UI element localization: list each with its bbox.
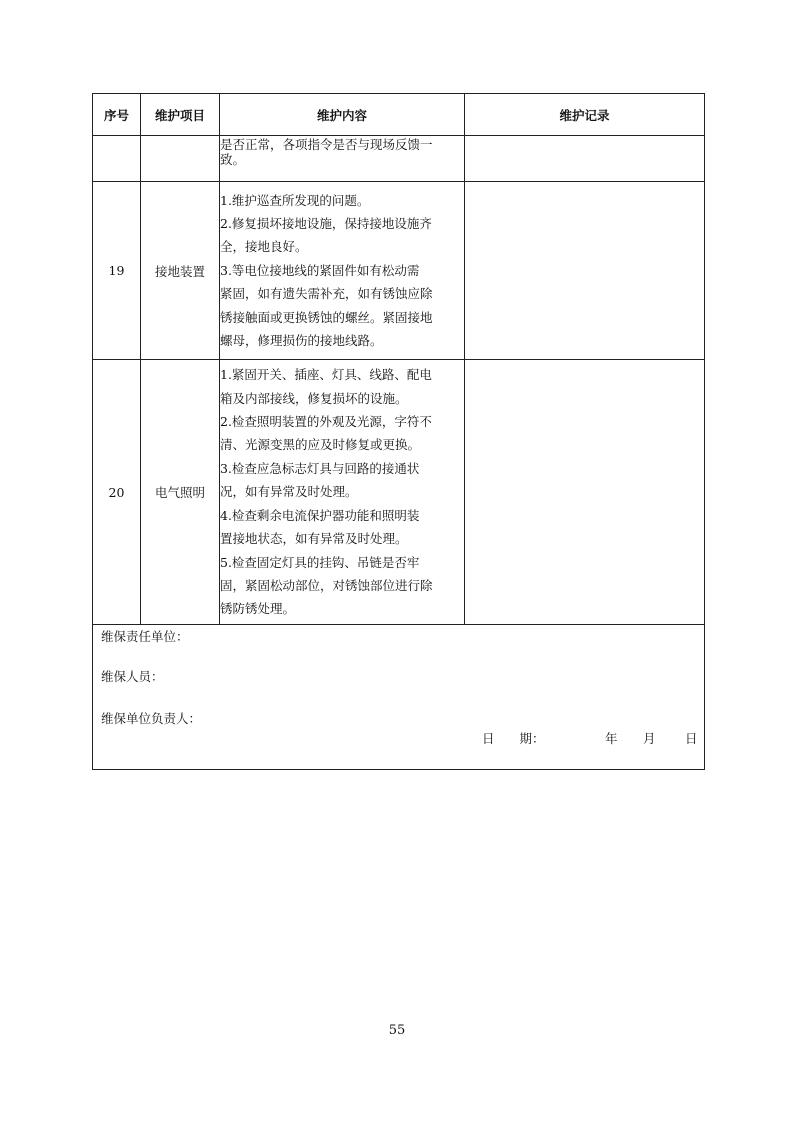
table-row-continued	[93, 136, 705, 182]
content-line: 清、光源变黑的应及时修复或更换。	[220, 437, 421, 453]
content-line: 紧固，如有遗失需补充，如有锈蚀应除	[220, 286, 433, 302]
content-cell	[220, 360, 465, 625]
leader-label: 维保单位负责人：	[101, 711, 202, 726]
year-label: 年	[605, 731, 618, 746]
footer-row	[93, 625, 705, 770]
content-line: 固，紧固松动部位，对锈蚀部位进行除	[220, 577, 433, 593]
content-line: 是否正常，各项指令是否与现场反馈一	[220, 137, 433, 152]
table-row-19	[93, 182, 705, 360]
record-cell[interactable]	[465, 182, 705, 360]
content-line: 3.检查应急标志灯具与回路的接通状	[220, 460, 420, 476]
record-cell	[465, 136, 705, 182]
table-row-20	[93, 360, 705, 625]
content-line: 2.检查照明装置的外观及光源，字符不	[220, 414, 432, 430]
unit-label: 维保责任单位：	[101, 629, 189, 644]
item-cell: 接地装置	[141, 182, 220, 360]
item-cell: 电气照明	[141, 360, 220, 625]
seq-cell	[93, 136, 141, 182]
maintenance-table	[92, 93, 705, 770]
seq-cell: 20	[93, 360, 141, 625]
content-line: 1.维护巡查所发现的问题。	[220, 192, 370, 208]
page-number: 55	[388, 1023, 406, 1038]
signature-block	[93, 625, 705, 770]
content-cell	[220, 182, 465, 360]
content-line: 2.修复损坏接地设施，保持接地设施齐	[220, 215, 432, 231]
content-line: 4.检查剩余电流保护器功能和照明装	[220, 507, 420, 523]
seq-cell: 19	[93, 182, 141, 360]
content-line: 况，如有异常及时处理。	[220, 484, 358, 500]
header-seq: 序号	[93, 94, 141, 136]
content-line: 锈接触面或更换锈蚀的螺丝。紧固接地	[220, 309, 433, 325]
staff-label: 维保人员：	[101, 669, 164, 684]
item-cell	[141, 136, 220, 182]
content-line: 5.检查固定灯具的挂钩、吊链是否牢	[220, 554, 420, 570]
header-record: 维护记录	[465, 94, 705, 136]
day-label: 日	[685, 731, 698, 746]
content-cell	[220, 136, 465, 182]
month-label: 月	[643, 731, 656, 746]
content-line: 致。	[220, 152, 246, 167]
content-line: 锈防锈处理。	[220, 601, 296, 617]
header-row	[93, 94, 705, 136]
header-content: 维护内容	[220, 94, 465, 136]
record-cell[interactable]	[465, 360, 705, 625]
header-item: 维护项目	[141, 94, 220, 136]
content-line: 3.等电位接地线的紧固件如有松动需	[220, 262, 420, 278]
date-label: 日 期：	[482, 731, 545, 746]
content-line: 全，接地良好。	[220, 239, 308, 255]
content-line: 螺母，修理损伤的接地线路。	[220, 333, 383, 349]
content-line: 置接地状态，如有异常及时处理。	[220, 531, 408, 547]
content-line: 箱及内部接线，修复损坏的设施。	[220, 390, 408, 406]
content-line: 1.紧固开关、插座、灯具、线路、配电	[220, 367, 432, 383]
